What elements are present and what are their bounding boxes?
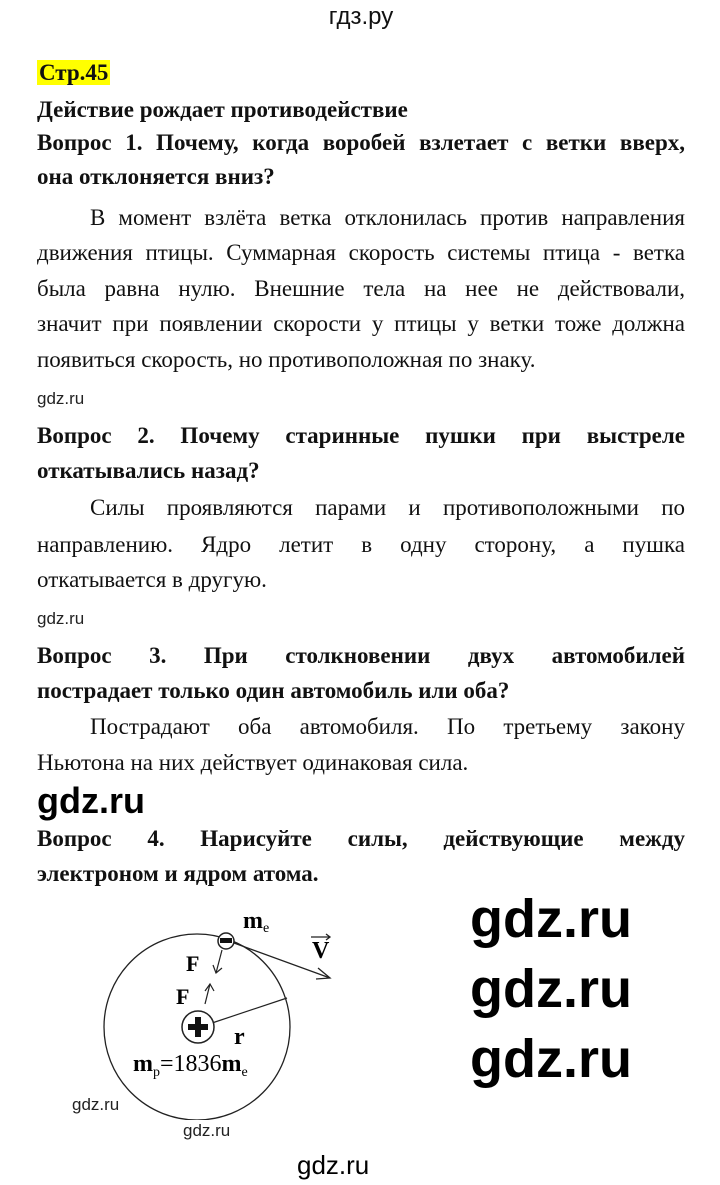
page-label: Стр.45 [39,60,109,85]
q2-line: откатывались назад? [37,458,260,483]
q2-line: Вопрос 2. Почему старинные пушки при выстреле [37,423,685,448]
watermark: gdz.ru [470,959,632,1019]
q1-answer-line: значит при появлении скорости у птицы у ветки тоже должна [37,311,685,336]
plus-icon-vertical [195,1017,201,1037]
q1-answer-line: была равна нулю. Внешние тела на нее не действовали, [37,276,685,301]
section-title: Действие рождает противодействие [37,97,408,122]
q2-answer-line: направлению. Ядро летит в одну сторону, а пушка [37,532,685,557]
q4-line: Вопрос 4. Нарисуйте силы, действующие между [37,826,685,851]
q1-answer-line: появиться скорость, но противоположная по знаку. [37,347,536,372]
radius-label: r [234,1024,245,1050]
watermark: gdz.ru [470,1029,632,1089]
q3-line: пострадает только один автомобиль или оба? [37,678,510,703]
q4-line: электроном и ядром атома. [37,861,319,886]
q1-line: Вопрос 1. Почему, когда воробей взлетает с ветки вверх, [37,130,685,155]
q3-line: Вопрос 3. При столкновении двух автомобилей [37,643,685,668]
watermark: gdz.ru [37,780,145,821]
q2-answer-line: откатывается в другую. [37,567,267,592]
watermark: gdz.ru [297,1150,370,1180]
watermark: gdz.ru [470,889,632,949]
q1-answer-line: движения птицы. Суммарная скорость системы птица - ветка [37,240,685,265]
radius-line [212,998,287,1023]
q2-answer-line: Силы проявляются парами и противоположными по [90,495,685,520]
small-watermark: gdz.ru [37,389,85,408]
force-label-electron: F [186,951,200,976]
q3-answer-line: Пострадают оба автомобиля. По третьему закону [90,714,685,739]
electron-mass-label: me [243,908,270,936]
atom-diagram [0,880,400,1120]
q3-answer-line: Ньютона на них действует одинаковая сила. [37,750,469,775]
site-header: гдз.ру [328,3,394,30]
small-watermark: gdz.ru [72,1095,120,1114]
small-watermark: gdz.ru [37,609,85,628]
q1-line: она отклоняется вниз? [37,164,275,189]
q1-answer-line: В момент взлёта ветка отклонилась против направления [90,205,685,230]
proton-mass-equation: $m_p=1836m_e$ [133,1051,248,1080]
velocity-label: V [312,938,330,964]
minus-icon [220,938,232,943]
small-watermark: gdz.ru [183,1121,231,1140]
force-arrow-electron [216,950,222,973]
force-label-nucleus: F [176,984,190,1009]
